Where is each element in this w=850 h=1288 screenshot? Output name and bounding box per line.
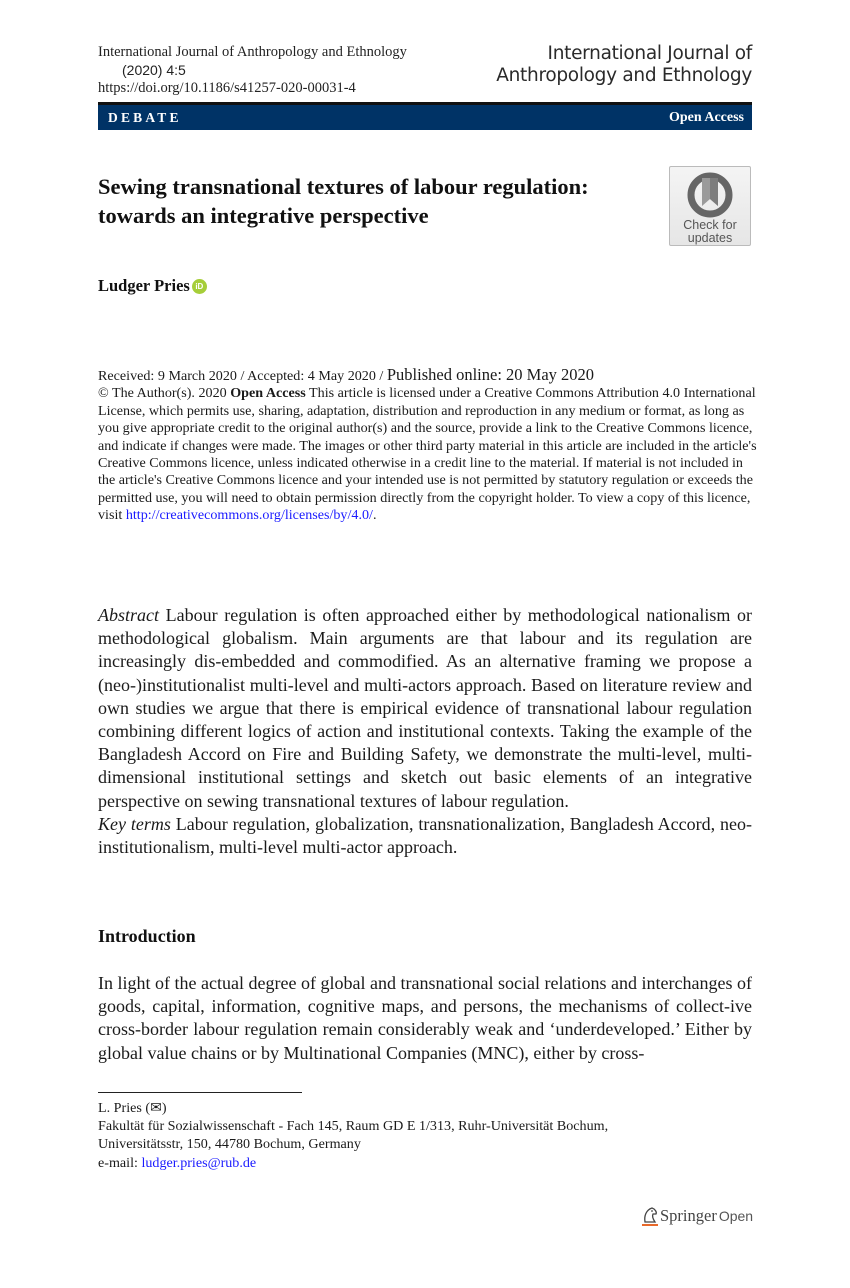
check-for-updates-button[interactable] xyxy=(669,166,751,246)
license-end: . xyxy=(372,507,377,524)
journal-name: International Journal of Anthropology and Ethnology xyxy=(98,44,407,60)
publisher-suffix: Open xyxy=(718,1208,754,1224)
cfu-line1: Check for xyxy=(683,218,737,232)
footnote-divider xyxy=(98,1092,302,1093)
keyterms-label: Key terms xyxy=(98,813,171,834)
open-access-label: Open Access xyxy=(668,109,744,125)
email-link[interactable]: ludger.pries@rub.de xyxy=(141,1154,257,1171)
license-block xyxy=(98,366,758,525)
abstract-label: Abstract xyxy=(98,605,159,625)
volume-issue: (2020) 4:5 xyxy=(122,62,186,78)
footnote-author-end: ) xyxy=(161,1100,167,1116)
published-date: Published online: 20 May 2020 xyxy=(386,365,595,384)
article-title xyxy=(98,172,658,230)
title-line2: towards an integrative perspective xyxy=(98,203,429,228)
orcid-icon[interactable]: iD xyxy=(192,279,207,294)
bookmark-circle-icon xyxy=(687,172,733,218)
envelope-icon: ✉ xyxy=(150,1100,162,1116)
publisher-logo xyxy=(640,1205,753,1227)
section-heading: Introduction xyxy=(98,926,196,946)
abstract xyxy=(98,604,752,859)
keyterms-text: Labour regulation, globalization, transnationalization, Bangladesh Accord, neo-institutionalism, multi-level multi-actor approach. xyxy=(98,813,752,858)
author-footnote xyxy=(98,1099,718,1172)
license-text: This article is licensed under a Creative Commons Attribution 4.0 International License, which permits use, sharing, adaptation, distribution and reproduction in any medium or format, as long as you give appropriate credit to the original author(s) and the source, provide a link to the Creative Commons licence, and indicate if changes were made. The images or other third party material in this article are included in the article's Creative Commons licence, unless indicated otherwise in a credit line to the material. If material is not included in the article's Creative Commons licence and your intended use is not permitted by statutory regulation or exceeds the permitted use, you will need to obtain permission directly from the copyright holder. To view a copy of this licence, visit xyxy=(98,385,757,524)
copyright: © The Author(s). 2020 xyxy=(98,385,231,402)
license-link[interactable]: http://creativecommons.org/licenses/by/4.0/ xyxy=(125,507,373,524)
article-type: DEBATE xyxy=(108,109,182,125)
publisher-name: Springer xyxy=(660,1206,717,1225)
journal-citation xyxy=(98,43,407,97)
doi-link[interactable]: https://doi.org/10.1186/s41257-020-00031-4 xyxy=(98,80,356,96)
title-line1: Sewing transnational textures of labour regulation: xyxy=(98,174,589,199)
email-label: e-mail: xyxy=(98,1154,142,1171)
springer-horse-icon xyxy=(640,1205,660,1227)
introduction-text: In light of the actual degree of global and transnational social relations and interchanges of goods, capital, information, cognitive maps, and persons, the mechanisms of collect-ive cross-border labour regulation remain considerably weak and ‘underdeveloped.’ Either by global value chains or by Multinational Companies (MNC), either by cross- xyxy=(98,973,752,1063)
journal-logo-line2: Anthropology and Ethnology xyxy=(496,65,752,86)
affiliation-line1: Fakultät für Sozialwissenschaft - Fach 145, Raum GD E 1/313, Ruhr-Universität Bochum, xyxy=(98,1118,609,1135)
open-access-bold: Open Access xyxy=(230,385,306,402)
journal-logo xyxy=(496,43,752,87)
journal-logo-line1: International Journal of xyxy=(547,43,752,64)
abstract-text: Labour regulation is often approached either by methodological nationalism or methodological globalism. Main arguments are that labour and its regulation are increasingly dis-embedded and commodified. As an alternative framing we propose a (neo-)institutionalist multi-level and multi-actors approach. Based on literature review and own studies we argue that there is empirical evidence of transnational labour regulation combining different logics of action and institutional contexts. Taking the example of the Bangladesh Accord on Fire and Building Safety, we demonstrate the multi-level, multi-dimensional institutional settings and sketch out basic elements of an integrative perspective on sewing transnational textures of labour regulation. xyxy=(98,605,752,811)
affiliation-line2: Universitätsstr, 150, 44780 Bochum, Germany xyxy=(98,1136,361,1153)
author-line xyxy=(98,276,207,296)
article-type-banner xyxy=(98,102,752,130)
author-name[interactable]: Ludger Pries xyxy=(98,276,190,295)
footnote-author: L. Pries ( xyxy=(98,1100,151,1116)
cfu-line2: updates xyxy=(687,231,733,245)
dates: Received: 9 March 2020 / Accepted: 4 May 2020 / xyxy=(98,368,387,384)
